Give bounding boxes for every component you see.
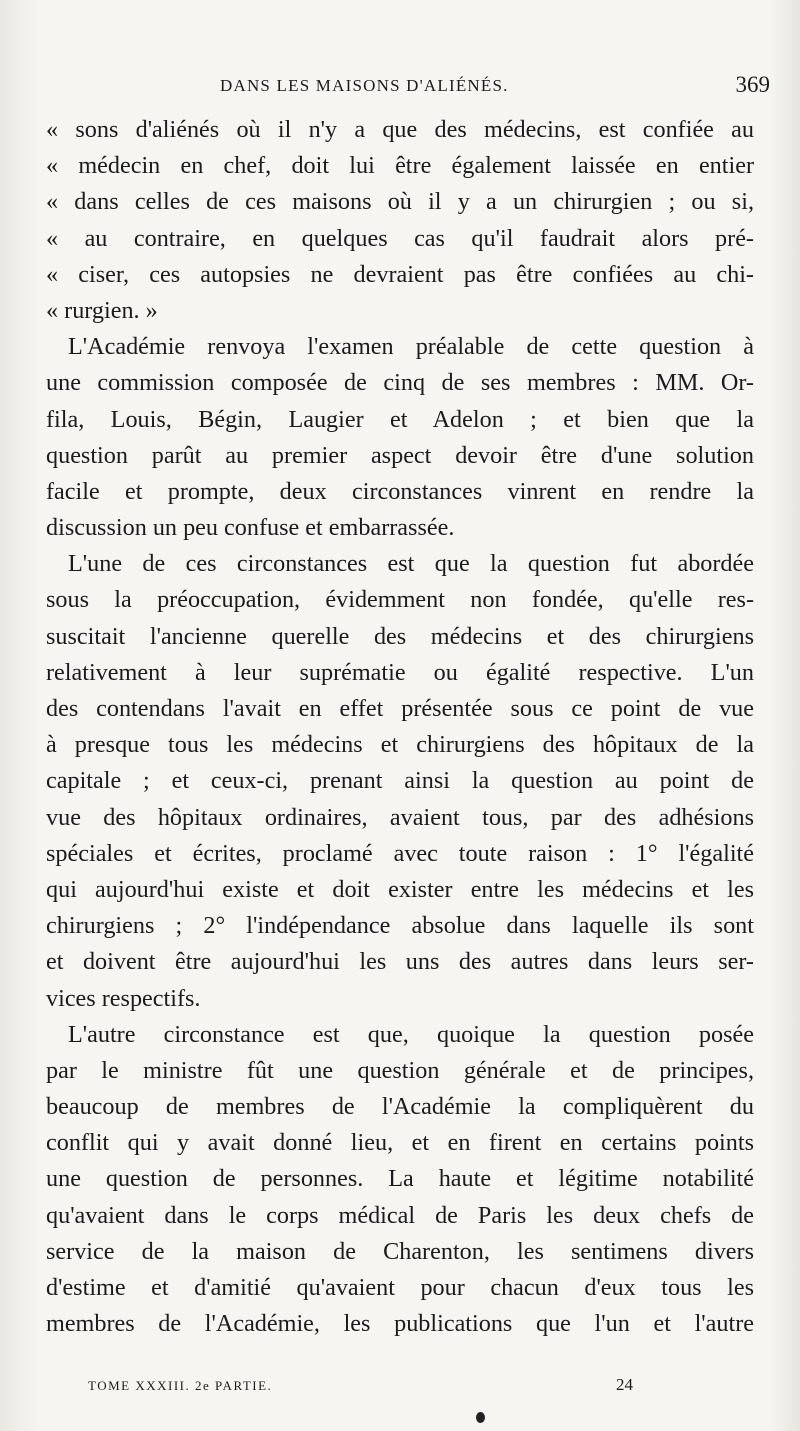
text-line: qui aujourd'hui existe et doit exister entre les médecins et les — [46, 875, 754, 903]
text-line: « au contraire, en quelques cas qu'il faudrait alors pré- — [46, 224, 754, 252]
text-line: vue des hôpitaux ordinaires, avaient tous, par des adhésions — [46, 803, 754, 831]
page-header — [40, 72, 770, 106]
paragraph-start-line: L'une de ces circonstances est que la question fut abordée — [68, 550, 754, 578]
text-line: qu'avaient dans le corps médical de Paris les deux chefs de — [46, 1201, 754, 1229]
text-line: sous la préoccupation, évidemment non fondée, qu'elle res- — [46, 586, 754, 614]
text-line: suscitait l'ancienne querelle des médecins et des chirurgiens — [46, 622, 754, 650]
text-line: membres de l'Académie, les publications que l'un et l'autre — [46, 1310, 754, 1338]
paragraph-start-line: L'Académie renvoya l'examen préalable de cette question à — [68, 333, 754, 361]
page-footer — [88, 1375, 688, 1402]
signature-mark: TOME XXXIII. 2e PARTIE. — [88, 1378, 273, 1393]
text-line: par le ministre fût une question générale et de principes, — [46, 1056, 754, 1084]
text-line: vices respectifs. — [46, 984, 201, 1012]
text-line: « rurgien. » — [46, 296, 158, 324]
text-line: discussion un peu confuse et embarrassée. — [46, 514, 455, 542]
ink-dot — [476, 1412, 485, 1423]
text-line: chirurgiens ; 2° l'indépendance absolue dans laquelle ils sont — [46, 912, 754, 940]
text-line: « ciser, ces autopsies ne devraient pas être confiées au chi- — [46, 260, 754, 288]
text-line: d'estime et d'amitié qu'avaient pour chacun d'eux tous les — [46, 1274, 754, 1301]
text-line: facile et prompte, deux circonstances vinrent en rendre la — [46, 477, 754, 505]
paragraph-start-line: L'autre circonstance est que, quoique la question posée — [68, 1020, 754, 1048]
text-line: et doivent être aujourd'hui les uns des autres dans leurs ser- — [46, 948, 754, 976]
text-line: une question de personnes. La haute et légitime notabilité — [46, 1165, 754, 1193]
text-line: question parût au premier aspect devoir être d'une solution — [46, 441, 754, 469]
text-line: à presque tous les médecins et chirurgiens des hôpitaux de la — [46, 731, 754, 759]
text-line: « sons d'aliénés où il n'y a que des médecins, est confiée au — [46, 116, 754, 143]
body-text — [46, 112, 754, 1342]
text-line: « médecin en chef, doit lui être également laissée en entier — [46, 152, 754, 180]
text-line: service de la maison de Charenton, les sentimens divers — [46, 1237, 754, 1265]
text-line: beaucoup de membres de l'Académie la compliquèrent du — [46, 1093, 754, 1121]
text-line: capitale ; et ceux-ci, prenant ainsi la question au point de — [46, 767, 754, 795]
sheet-number: 24 — [616, 1375, 633, 1394]
text-line: spéciales et écrites, proclamé avec toute raison : 1° l'égalité — [46, 839, 754, 867]
text-line: fila, Louis, Bégin, Laugier et Adelon ; et bien que la — [46, 405, 754, 433]
text-line: conflit qui y avait donné lieu, et en firent en certains points — [46, 1129, 754, 1157]
running-head: DANS LES MAISONS D'ALIÉNÉS. — [220, 76, 509, 95]
page-number: 369 — [735, 72, 770, 97]
text-line: relativement à leur suprématie ou égalité respective. L'un — [46, 658, 754, 686]
text-line: des contendans l'avait en effet présentée sous ce point de vue — [46, 695, 754, 722]
text-line: « dans celles de ces maisons où il y a un chirurgien ; ou si, — [46, 188, 754, 216]
text-line: une commission composée de cinq de ses membres : MM. Or- — [46, 369, 754, 397]
